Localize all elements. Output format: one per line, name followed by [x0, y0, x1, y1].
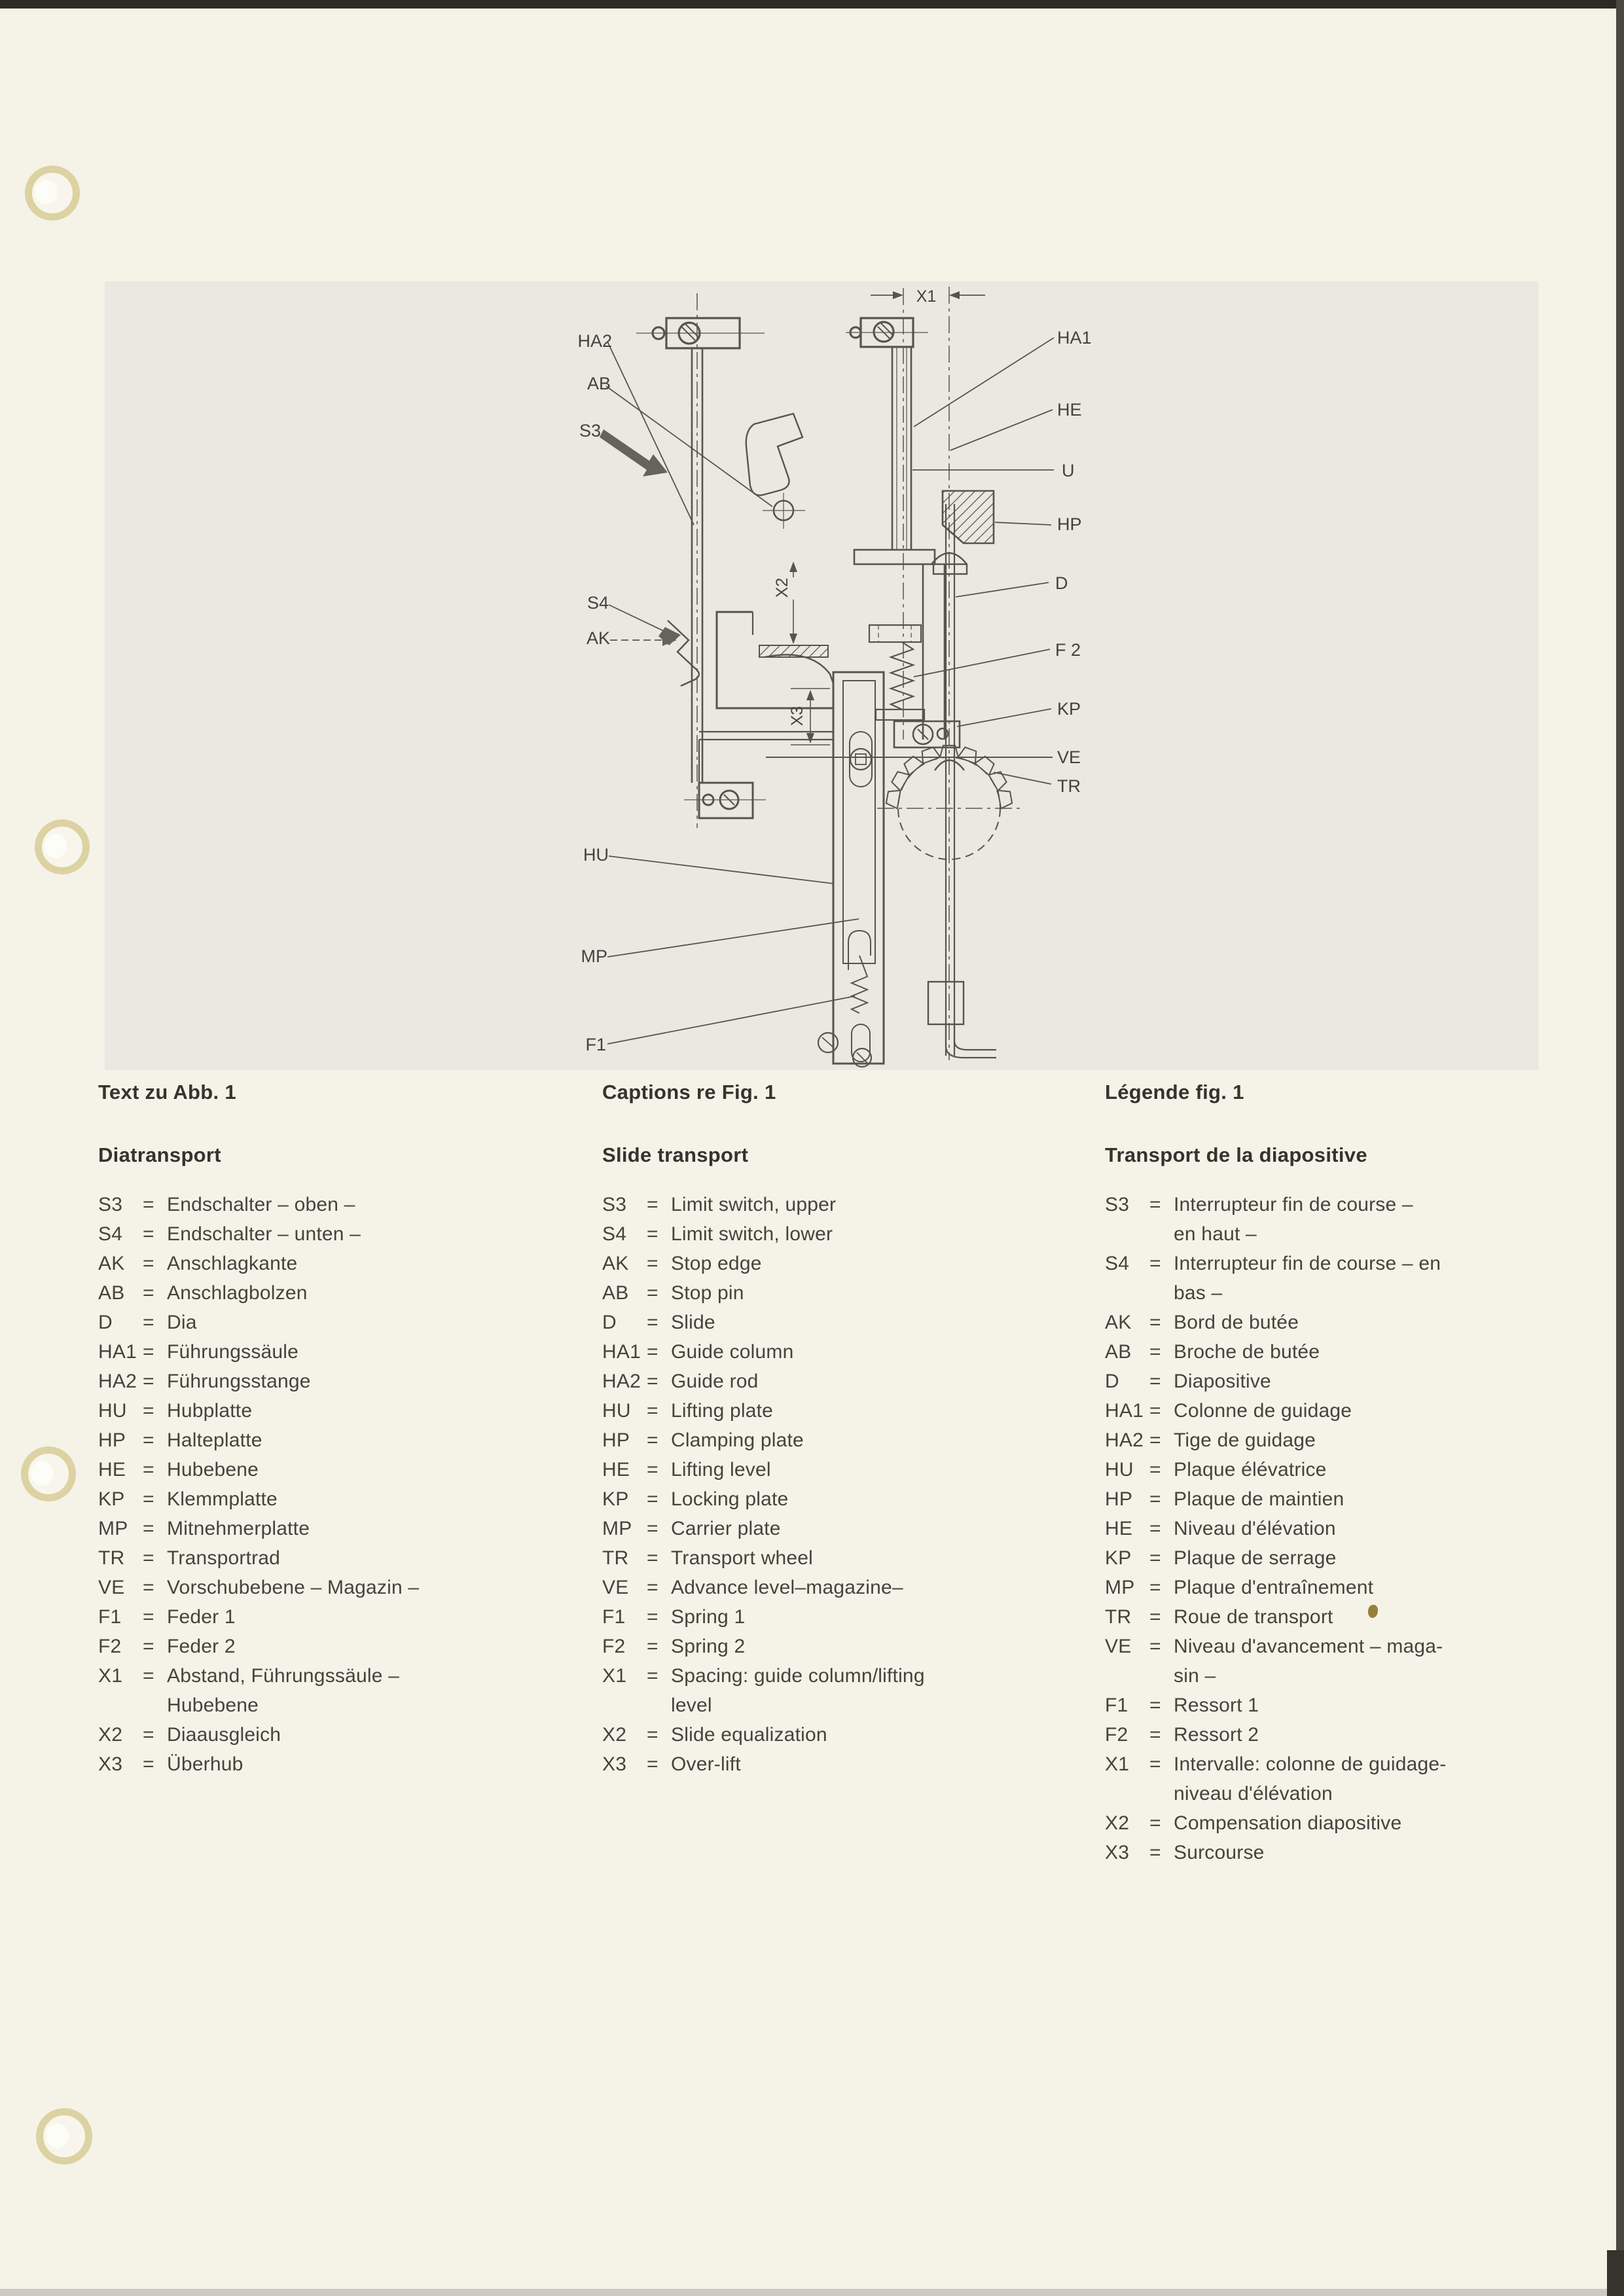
equals-sign: =	[1149, 1518, 1161, 1539]
diagram-label-TR: TR	[1057, 776, 1081, 796]
equals-sign: =	[647, 1429, 659, 1451]
legend-entry-HE	[1105, 1514, 1583, 1543]
legend-entry-F1	[98, 1602, 576, 1632]
diagram-label-AK: AK	[586, 628, 610, 648]
legend-text: Niveau d'élévation	[1174, 1518, 1336, 1539]
legend-column-german	[98, 1081, 576, 1779]
legend-entry-HA2	[1105, 1426, 1583, 1455]
equals-sign: =	[647, 1223, 659, 1245]
wheel-tooth	[919, 746, 940, 763]
legend-entry-AB	[1105, 1337, 1583, 1367]
legend-entry-HU	[98, 1396, 576, 1426]
equals-sign: =	[1149, 1842, 1161, 1863]
equals-sign: =	[143, 1724, 154, 1746]
legend-entry-X3	[1105, 1838, 1583, 1867]
equals-sign: =	[647, 1282, 659, 1304]
legend-key: F2	[1105, 1724, 1128, 1746]
equals-sign: =	[647, 1371, 659, 1392]
guide-rod-bottom-block	[699, 783, 753, 818]
legend-text: Überhub	[167, 1753, 244, 1775]
column-subtitle: Transport de la diapositive	[1105, 1143, 1367, 1166]
actuation-arrows	[600, 429, 681, 646]
diagram-label-VE: VE	[1057, 747, 1081, 767]
legend-text: Plaque d'entraînement	[1174, 1577, 1374, 1598]
legend-key: S4	[602, 1223, 627, 1245]
punch-hole	[25, 166, 80, 221]
legend-column-english	[602, 1081, 1080, 1779]
diagram-label-U: U	[1062, 461, 1075, 480]
locking-plate	[894, 721, 960, 747]
punch-hole	[36, 2108, 92, 2164]
legend-entry-AB	[602, 1278, 1080, 1308]
legend-text: Tige de guidage	[1174, 1429, 1316, 1451]
legend-text: Diapositive	[1174, 1371, 1271, 1392]
legend-entry-S3	[98, 1190, 576, 1219]
spring-1	[852, 956, 867, 1013]
legend-text: Locking plate	[671, 1488, 789, 1510]
legend-entry-MP	[602, 1514, 1080, 1543]
legend-key: AK	[602, 1253, 629, 1274]
legend-key: MP	[98, 1518, 128, 1539]
legend-text: Führungssäule	[167, 1341, 299, 1363]
slide-transport-diagram	[105, 281, 1538, 1070]
equals-sign: =	[1149, 1724, 1161, 1746]
scan-edge-top	[0, 0, 1624, 9]
punch-hole	[35, 819, 90, 874]
legend-entry-S4	[602, 1219, 1080, 1249]
legend-key: HA2	[98, 1371, 137, 1392]
legend-key: HA1	[1105, 1400, 1144, 1422]
legend-key: AB	[98, 1282, 125, 1304]
equals-sign: =	[647, 1488, 659, 1510]
legend-key: TR	[98, 1547, 125, 1569]
legend-entry-VE	[602, 1573, 1080, 1602]
legend-key: KP	[602, 1488, 629, 1510]
legend-entry-MP	[1105, 1573, 1583, 1602]
legend-entry-D	[98, 1308, 576, 1337]
legend-entry-HP	[98, 1426, 576, 1455]
legend-text: Stop pin	[671, 1282, 744, 1304]
diagram-label-S3: S3	[579, 421, 601, 440]
legend-key: F2	[602, 1636, 626, 1657]
scan-edge-corner	[1607, 2250, 1624, 2296]
legend-entry-F1	[602, 1602, 1080, 1632]
legend-key: AB	[602, 1282, 629, 1304]
equals-sign: =	[647, 1547, 659, 1569]
diagram-label-MP: MP	[581, 946, 607, 966]
legend-entry-VE	[1105, 1632, 1583, 1661]
slide	[946, 504, 954, 1056]
legend-text: Halteplatte	[167, 1429, 262, 1451]
legend-key: KP	[1105, 1547, 1132, 1569]
legend-key: HE	[602, 1459, 630, 1480]
punch-hole	[21, 1446, 76, 1501]
legend-key: HA2	[602, 1371, 641, 1392]
equals-sign: =	[1149, 1547, 1161, 1569]
legend-key: D	[602, 1312, 617, 1333]
legend-text: Diaausgleich	[167, 1724, 281, 1746]
legend-text: Lifting level	[671, 1459, 771, 1480]
equals-sign: =	[1149, 1194, 1161, 1215]
legend-entry-TR	[98, 1543, 576, 1573]
equals-sign: =	[143, 1341, 154, 1363]
equals-sign: =	[143, 1488, 154, 1510]
legend-key: AB	[1105, 1341, 1132, 1363]
legend-entry-HA1	[98, 1337, 576, 1367]
legend-key: F1	[1105, 1695, 1128, 1716]
wheel-tooth	[886, 789, 901, 809]
legend-key: F2	[98, 1636, 122, 1657]
legend-key: S4	[98, 1223, 123, 1245]
equals-sign: =	[143, 1223, 154, 1245]
equals-sign: =	[1149, 1636, 1161, 1657]
scan-edge-bottom	[0, 2289, 1624, 2296]
equals-sign: =	[143, 1312, 154, 1333]
diagram-label-F2: F 2	[1055, 640, 1081, 660]
legend-text: Limit switch, lower	[671, 1223, 833, 1245]
legend-key: HU	[98, 1400, 127, 1422]
lifting-level-assembly	[854, 550, 967, 740]
column-title: Text zu Abb. 1	[98, 1081, 236, 1103]
legend-text: Ressort 1	[1174, 1695, 1259, 1716]
legend-key: MP	[1105, 1577, 1135, 1598]
equals-sign: =	[143, 1253, 154, 1274]
legend-key: X1	[1105, 1753, 1130, 1775]
wheel-tooth	[989, 769, 1009, 791]
legend-text: Stop edge	[671, 1253, 762, 1274]
legend-entry-HA2	[602, 1367, 1080, 1396]
equals-sign: =	[1149, 1695, 1161, 1716]
legend-entry-HA1	[1105, 1396, 1583, 1426]
diagram-label-HA2: HA2	[577, 331, 612, 351]
legend-text-continuation: en haut –	[1174, 1223, 1257, 1245]
legend-entry-KP	[602, 1484, 1080, 1514]
equals-sign: =	[143, 1547, 154, 1569]
diagram-label-KP: KP	[1057, 699, 1081, 719]
legend-entries	[602, 1190, 1080, 1779]
legend-key: X3	[98, 1753, 123, 1775]
diagram-label-HP: HP	[1057, 514, 1082, 534]
legend-text: Interrupteur fin de course –	[1174, 1194, 1413, 1215]
diagram-label-S4: S4	[586, 593, 609, 613]
legend-text: Niveau d'avancement – maga-	[1174, 1636, 1443, 1657]
equals-sign: =	[143, 1606, 154, 1628]
equals-sign: =	[647, 1312, 659, 1333]
legend-entry-HE	[98, 1455, 576, 1484]
legend-key: X2	[602, 1724, 627, 1746]
legend-entry-X3	[98, 1749, 576, 1779]
equals-sign: =	[647, 1253, 659, 1274]
legend-text-continuation: niveau d'élévation	[1174, 1783, 1333, 1804]
legend-text: Lifting plate	[671, 1400, 774, 1422]
legend-text: Führungsstange	[167, 1371, 311, 1392]
legend-text: Hubebene	[167, 1459, 259, 1480]
legend-entry-HE	[602, 1455, 1080, 1484]
legend-key: HA2	[1105, 1429, 1144, 1451]
legend-text: Spacing: guide column/lifting	[671, 1665, 925, 1687]
legend-text: Feder 1	[167, 1606, 236, 1628]
legend-key: HA1	[602, 1341, 641, 1363]
legend-entry-KP	[1105, 1543, 1583, 1573]
dimension-x2	[789, 562, 797, 644]
legend-key: HP	[1105, 1488, 1133, 1510]
legend-text: Compensation diapositive	[1174, 1812, 1402, 1834]
legend-entry-TR	[602, 1543, 1080, 1573]
equals-sign: =	[143, 1577, 154, 1598]
legend-entries	[1105, 1190, 1583, 1867]
legend-entry-AK	[602, 1249, 1080, 1278]
legend-key: S3	[602, 1194, 627, 1215]
equals-sign: =	[143, 1194, 154, 1215]
diagram-labels	[577, 287, 1091, 1054]
legend-entry-AK	[1105, 1308, 1583, 1337]
legend-text: Spring 2	[671, 1636, 746, 1657]
equals-sign: =	[143, 1753, 154, 1775]
legend-entry-HA1	[602, 1337, 1080, 1367]
limit-switch-upper-hook	[746, 414, 803, 495]
legend-key: AK	[98, 1253, 125, 1274]
legend-text: Ressort 2	[1174, 1724, 1259, 1746]
diagram-label-HA1: HA1	[1057, 328, 1092, 348]
equals-sign: =	[1149, 1400, 1161, 1422]
legend-key: HP	[98, 1429, 126, 1451]
scan-edge-right	[1616, 0, 1624, 2296]
legend-key: S4	[1105, 1253, 1130, 1274]
legend-entry-HA2	[98, 1367, 576, 1396]
legend-text: Guide rod	[671, 1371, 759, 1392]
legend-entry-AB	[98, 1278, 576, 1308]
wheel-tooth	[958, 746, 979, 763]
equals-sign: =	[647, 1400, 659, 1422]
legend-text: Endschalter – oben –	[167, 1194, 355, 1215]
legend-entry-F1	[1105, 1691, 1583, 1720]
diagram-label-HU: HU	[583, 845, 609, 865]
equals-sign: =	[1149, 1253, 1161, 1274]
legend-entry-F2	[98, 1632, 576, 1661]
column-subtitle: Diatransport	[98, 1143, 221, 1166]
legend-entry-F2	[1105, 1720, 1583, 1749]
legend-entry-S4	[98, 1219, 576, 1249]
figure-1-technical-drawing	[105, 281, 1538, 1070]
legend-entry-VE	[98, 1573, 576, 1602]
legend-key: X3	[602, 1753, 627, 1775]
legend-text: Anschlagkante	[167, 1253, 298, 1274]
legend-entry-MP	[98, 1514, 576, 1543]
legend-text: Roue de transport	[1174, 1606, 1333, 1628]
legend-entry-X1	[1105, 1749, 1583, 1779]
legend-entry-X2	[98, 1720, 576, 1749]
equals-sign: =	[647, 1459, 659, 1480]
legend-text: Surcourse	[1174, 1842, 1265, 1863]
legend-text-continuation: bas –	[1174, 1282, 1223, 1304]
diagram-label-AB: AB	[586, 374, 611, 393]
legend-key: VE	[1105, 1636, 1132, 1657]
legend-text-continuation: level	[671, 1695, 712, 1716]
limit-switch-lower-lever	[668, 620, 699, 686]
legend-text: Guide column	[671, 1341, 794, 1363]
legend-key: HA1	[98, 1341, 137, 1363]
equals-sign: =	[647, 1194, 659, 1215]
equals-sign: =	[1149, 1459, 1161, 1480]
equals-sign: =	[647, 1341, 659, 1363]
legend-key: HP	[602, 1429, 630, 1451]
legend-text: Dia	[167, 1312, 197, 1333]
equals-sign: =	[143, 1665, 154, 1687]
legend-text: Interrupteur fin de course – en	[1174, 1253, 1441, 1274]
legend-key: D	[1105, 1371, 1119, 1392]
legend-key: S3	[98, 1194, 123, 1215]
legend-key: MP	[602, 1518, 632, 1539]
legend-text: Abstand, Führungssäule –	[167, 1665, 400, 1687]
equals-sign: =	[1149, 1753, 1161, 1775]
equals-sign: =	[143, 1400, 154, 1422]
legend-entry-KP	[98, 1484, 576, 1514]
legend-key: AK	[1105, 1312, 1132, 1333]
legend-text: Intervalle: colonne de guidage-	[1174, 1753, 1447, 1775]
legend-key: KP	[98, 1488, 125, 1510]
legend-text: Anschlagbolzen	[167, 1282, 308, 1304]
diagram-label-X1: X1	[916, 287, 937, 306]
legend-text: Plaque de serrage	[1174, 1547, 1337, 1569]
equals-sign: =	[1149, 1371, 1161, 1392]
legend-entry-S3	[602, 1190, 1080, 1219]
equals-sign: =	[647, 1724, 659, 1746]
legend-entry-X2	[602, 1720, 1080, 1749]
legend-text: Plaque élévatrice	[1174, 1459, 1327, 1480]
legend-key: X3	[1105, 1842, 1130, 1863]
legend-entry-D	[1105, 1367, 1583, 1396]
equals-sign: =	[647, 1577, 659, 1598]
legend-key: HU	[602, 1400, 631, 1422]
legend-text: Slide	[671, 1312, 715, 1333]
legend-key: F1	[602, 1606, 626, 1628]
legend-key: X2	[1105, 1812, 1130, 1834]
legend-key: TR	[1105, 1606, 1132, 1628]
legend-entry-HU	[1105, 1455, 1583, 1484]
equals-sign: =	[1149, 1429, 1161, 1451]
column-title: Légende fig. 1	[1105, 1081, 1244, 1103]
clamping-plate	[943, 491, 994, 543]
equals-sign: =	[647, 1636, 659, 1657]
legend-entry-TR	[1105, 1602, 1583, 1632]
legend-text: Plaque de maintien	[1174, 1488, 1344, 1510]
legend-key: F1	[98, 1606, 122, 1628]
equals-sign: =	[647, 1753, 659, 1775]
legend-key: HU	[1105, 1459, 1134, 1480]
diagram-label-X3: X3	[788, 706, 806, 726]
legend-entry-HU	[602, 1396, 1080, 1426]
legend-key: S3	[1105, 1194, 1130, 1215]
legend-entry-X1	[602, 1661, 1080, 1691]
legend-entry-S4	[1105, 1249, 1583, 1278]
diagram-label-HE: HE	[1057, 400, 1082, 420]
guide-column	[892, 347, 911, 550]
legend-text: Clamping plate	[671, 1429, 804, 1451]
equals-sign: =	[143, 1429, 154, 1451]
legend-entry-S3	[1105, 1190, 1583, 1219]
wheel-tooth	[890, 769, 910, 791]
equals-sign: =	[1149, 1341, 1161, 1363]
equals-sign: =	[1149, 1488, 1161, 1510]
legend-entry-HP	[1105, 1484, 1583, 1514]
centerlines	[697, 287, 1024, 1060]
legend-entry-AK	[98, 1249, 576, 1278]
legend-entry-X3	[602, 1749, 1080, 1779]
legend-entry-X2	[1105, 1808, 1583, 1838]
legend-text: Vorschubebene – Magazin –	[167, 1577, 420, 1598]
legend-text-continuation: sin –	[1174, 1665, 1216, 1687]
legend-text: Over-lift	[671, 1753, 741, 1775]
legend-text: Advance level–magazine–	[671, 1577, 903, 1598]
legend-text: Klemmplatte	[167, 1488, 278, 1510]
equals-sign: =	[647, 1518, 659, 1539]
legend-key: HE	[98, 1459, 126, 1480]
legend-text: Carrier plate	[671, 1518, 781, 1539]
equals-sign: =	[1149, 1577, 1161, 1598]
equals-sign: =	[143, 1459, 154, 1480]
legend-text: Limit switch, upper	[671, 1194, 837, 1215]
column-title: Captions re Fig. 1	[602, 1081, 776, 1103]
equals-sign: =	[143, 1282, 154, 1304]
equals-sign: =	[647, 1665, 659, 1687]
legend-text: Bord de butée	[1174, 1312, 1299, 1333]
equals-sign: =	[1149, 1312, 1161, 1333]
legend-entry-X1	[98, 1661, 576, 1691]
legend-text: Broche de butée	[1174, 1341, 1320, 1363]
diagram-label-D: D	[1055, 573, 1068, 593]
legend-text: Mitnehmerplatte	[167, 1518, 310, 1539]
legend-key: X1	[602, 1665, 627, 1687]
equals-sign: =	[1149, 1606, 1161, 1628]
legend-text: Hubplatte	[167, 1400, 253, 1422]
legend-text: Feder 2	[167, 1636, 236, 1657]
column-subtitle: Slide transport	[602, 1143, 749, 1166]
diagram-label-F1: F1	[585, 1035, 606, 1054]
equals-sign: =	[1149, 1812, 1161, 1834]
legend-key: VE	[602, 1577, 629, 1598]
diagram-label-X2: X2	[773, 577, 791, 598]
equals-sign: =	[143, 1518, 154, 1539]
legend-text: Spring 1	[671, 1606, 746, 1628]
legend-key: X2	[98, 1724, 123, 1746]
wheel-tooth	[998, 789, 1013, 809]
legend-key: X1	[98, 1665, 123, 1687]
legend-key: VE	[98, 1577, 125, 1598]
legend-entry-F2	[602, 1632, 1080, 1661]
legend-entries	[98, 1190, 576, 1779]
legend-entry-D	[602, 1308, 1080, 1337]
legend-text: Transport wheel	[671, 1547, 813, 1569]
legend-text: Endschalter – unten –	[167, 1223, 361, 1245]
legend-text-continuation: Hubebene	[167, 1695, 259, 1716]
legend-text: Colonne de guidage	[1174, 1400, 1352, 1422]
equals-sign: =	[647, 1606, 659, 1628]
legend-key: TR	[602, 1547, 629, 1569]
equals-sign: =	[143, 1636, 154, 1657]
leader-lines	[606, 338, 1054, 1044]
legend-text: Transportrad	[167, 1547, 281, 1569]
legend-text: Slide equalization	[671, 1724, 827, 1746]
legend-key: HE	[1105, 1518, 1133, 1539]
legend-entry-HP	[602, 1426, 1080, 1455]
equals-sign: =	[143, 1371, 154, 1392]
legend-column-french	[1105, 1081, 1583, 1867]
legend-key: D	[98, 1312, 113, 1333]
